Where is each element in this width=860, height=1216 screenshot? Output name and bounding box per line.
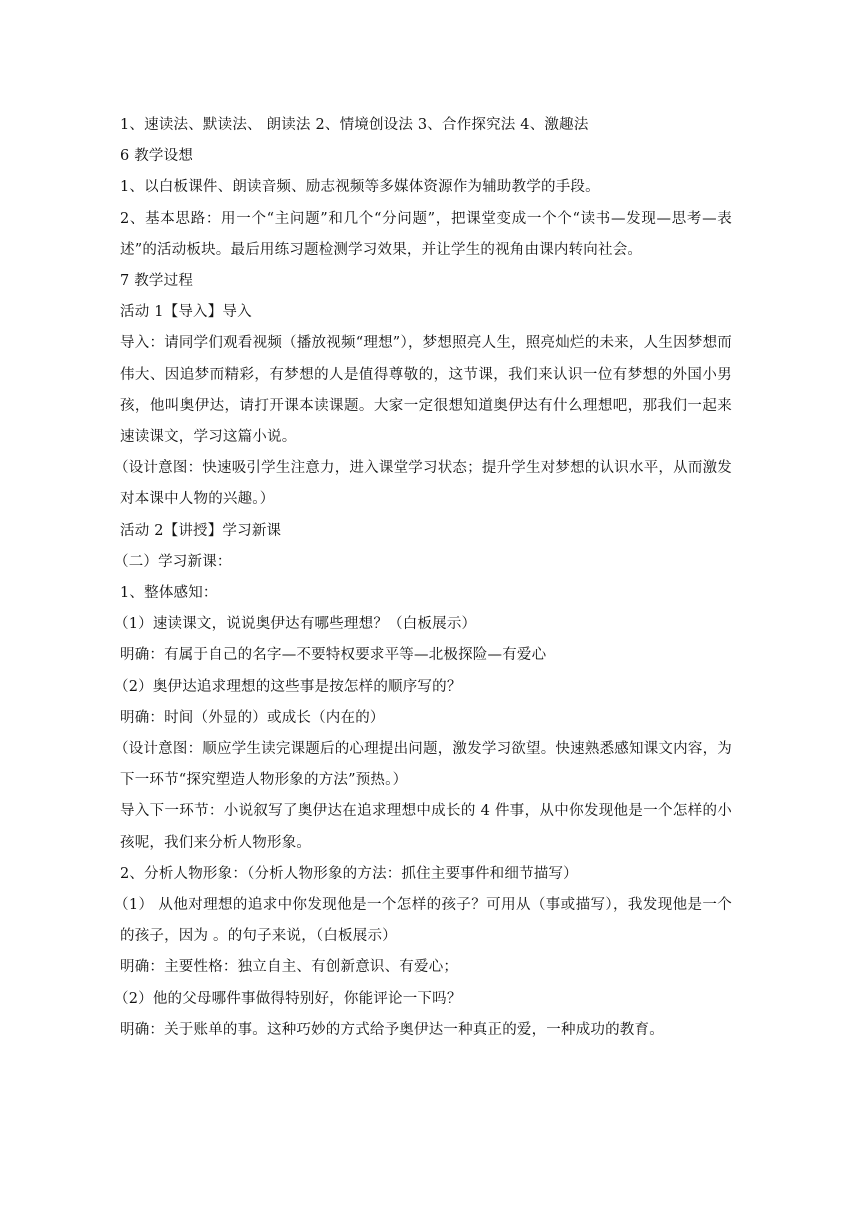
overall-perception-heading: 1、整体感知： [120, 585, 218, 602]
subsection-new-lesson: （二）学习新课： [114, 553, 232, 570]
teaching-idea-item-1: 1、以白板课件、朗读音频、励志视频等多媒体资源作为辅助教学的手段。 [120, 179, 600, 196]
teaching-idea-item-2: 2、基本思路：用一个“主问题”和几个“分问题”，把课堂变成一个个“读书—发现—思考—表述”的活动板块。最后用练习题检测学习效果，并让学生的视角由课内转向社会。 [120, 210, 732, 258]
answer-2: 明确：时间（外显的）或成长（内在的） [120, 709, 385, 726]
section-heading-teaching-process: 7 教学过程 [120, 273, 194, 290]
document-body [114, 110, 732, 1046]
introduction-paragraph: 导入：请同学们观看视频（播放视频“理想”），梦想照亮人生，照亮灿烂的未来，人生因梦想而伟大、因追梦而精彩，有梦想的人是值得尊敬的，这节课，我们来认识一位有梦想的外国小男孩，他叫奥伊达，请打开课本读课题。大家一定很想知道奥伊达有什么理想吧，那我们一起来速读课文，学习这篇小说。 [120, 335, 732, 446]
question-2: （2）奥伊达追求理想的这些事是按怎样的顺序写的？ [114, 678, 462, 695]
analysis-answer-2: 明确：关于账单的事。这种巧妙的方式给予奥伊达一种真正的爱，一种成功的教育。 [120, 1021, 664, 1038]
analysis-question-2: （2）他的父母哪件事做得特别好，你能评论一下吗？ [114, 990, 462, 1007]
activity-2-heading: 活动 2【讲授】学习新课 [120, 522, 282, 539]
design-intent-1: （设计意图：快速吸引学生注意力，进入课堂学习状态；提升学生对梦想的认识水平，从而激发对本课中人物的兴趣。） [114, 460, 732, 508]
character-analysis-heading: 2、分析人物形象：（分析人物形象的方法：抓住主要事件和细节描写） [120, 865, 578, 882]
section-heading-teaching-idea: 6 教学设想 [120, 148, 194, 165]
design-intent-2: （设计意图：顺应学生读完课题后的心理提出问题，激发学习欲望。快速熟悉感知课文内容，为下一环节“探究塑造人物形象的方法”预热。） [114, 741, 732, 789]
question-1: （1）速读课文，说说奥伊达有哪些理想？（白板展示） [114, 616, 477, 633]
analysis-question-1: （1） 从他对理想的追求中你发现他是一个怎样的孩子？可用从（事或描写），我发现他是一个 的孩子，因为 。的句子来说，（白板展示） [114, 897, 732, 945]
transition-paragraph: 导入下一环节：小说叙写了奥伊达在追求理想中成长的 4 件事，从中你发现他是一个怎样的小孩呢，我们来分析人物形象。 [120, 803, 732, 851]
analysis-answer-1: 明确：主要性格：独立自主、有创新意识、有爱心； [120, 959, 459, 976]
activity-1-heading: 活动 1【导入】导入 [120, 304, 252, 321]
answer-1: 明确：有属于自己的名字—不要特权要求平等—北极探险—有爱心 [120, 647, 547, 664]
teaching-methods-line: 1、速读法、默读法、 朗读法 2、情境创设法 3、合作探究法 4、激趣法 [120, 117, 589, 133]
